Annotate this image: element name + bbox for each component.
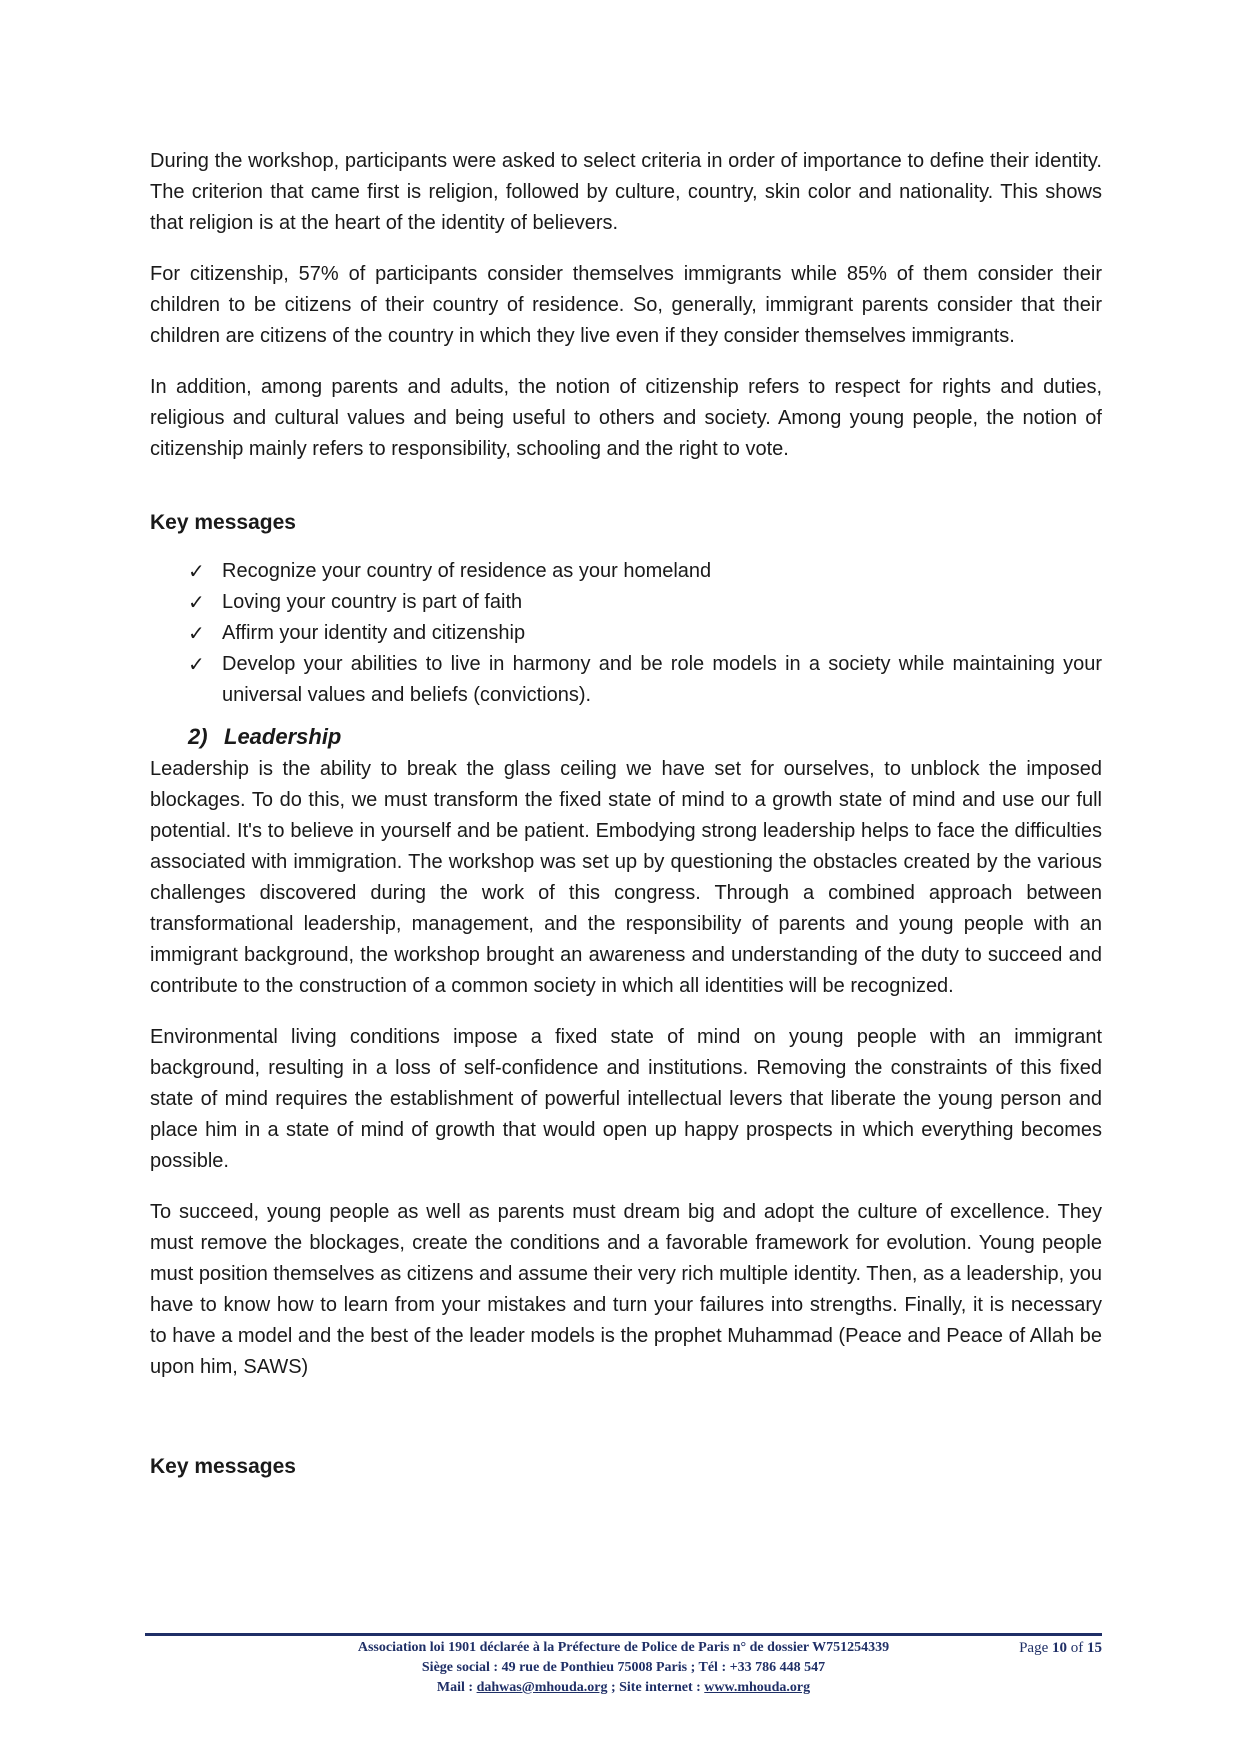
list-item [188,649,1102,711]
key-messages-list [150,556,1102,711]
footer-contact [145,1678,1102,1698]
page-of: of [1070,1640,1084,1656]
footer [145,1638,1102,1698]
paragraph: In addition, among parents and adults, the notion of citizenship refers to respect for rights and duties, religious and cultural values and being useful to others and society. Among young people, the notion of citizenship mainly refers to responsibility, schooling and the right to vote. [150,376,1102,460]
list-item-text: Develop your abilities to live in harmony and be role models in a society while maintaining your universal values and beliefs (convictions). [222,653,1102,706]
mail-label: Mail : [436,1680,477,1695]
list-item [188,587,1102,618]
checkmark-icon: ✓ [188,559,205,583]
website-link[interactable]: www.mhouda.org [704,1680,811,1695]
section-title [188,721,1102,752]
paragraph: For citizenship, 57% of participants consider themselves immigrants while 85% of them consider their children to be citizens of their country of residence. So, generally, immigrant parents consider that their children are citizens of the country in which they live even if they consider themselves immigrants. [150,263,1102,347]
page-number [1019,1638,1102,1658]
paragraph: Environmental living conditions impose a fixed state of mind on young people with an immigrant background, resulting in a loss of self-confidence and institutions. Removing the constraints of this fixed state of mind requires the establishment of powerful intellectual levers that liberate the young person and place him in a state of mind of growth that would open up happy prospects in which everything becomes possible. [150,1026,1102,1172]
page-content [150,146,1102,1482]
list-item-text: Affirm your identity and citizenship [222,622,526,644]
footer-registration: Association loi 1901 déclarée à la Préfecture de Police de Paris n° de dossier W751254339 [357,1640,890,1655]
paragraph: Leadership is the ability to break the glass ceiling we have set for ourselves, to unblock the imposed blockages. To do this, we must transform the fixed state of mind to a growth state of mind and use our full potential. It's to believe in yourself and be patient. Embodying strong leadership helps to face the difficulties associated with immigration. The workshop was set up by questioning the obstacles created by the various challenges discovered during the work of this congress. Through a combined approach between transformational leadership, management, and the responsibility of parents and young people with an immigrant background, the workshop brought an awareness and understanding of the duty to succeed and contribute to the construction of a common society in which all identities will be recognized. [150,758,1102,997]
footer-row [145,1638,1102,1658]
footer-divider [145,1633,1102,1636]
page-total: 15 [1087,1640,1102,1656]
section-title-text: Leadership [224,724,342,749]
key-messages-heading: Key messages [150,1455,296,1478]
list-item [188,556,1102,587]
section-number: 2) [188,724,208,749]
list-item [188,618,1102,649]
page-current: 10 [1052,1640,1067,1656]
paragraph: During the workshop, participants were asked to select criteria in order of importance to define their identity. The criterion that came first is religion, followed by culture, country, skin color and nationality. This shows that religion is at the heart of the identity of believers. [150,150,1102,234]
checkmark-icon: ✓ [188,621,205,645]
email-link[interactable]: dahwas@mhouda.org [476,1680,608,1695]
key-messages-heading: Key messages [150,511,296,534]
site-label: ; Site internet : [607,1680,705,1695]
checkmark-icon: ✓ [188,590,205,614]
footer-address: Siège social : 49 rue de Ponthieu 75008 Paris ; Tél : +33 786 448 547 [421,1660,826,1675]
list-item-text: Loving your country is part of faith [222,591,523,613]
list-item-text: Recognize your country of residence as your homeland [222,560,712,582]
checkmark-icon: ✓ [188,652,205,676]
paragraph: To succeed, young people as well as parents must dream big and adopt the culture of excellence. They must remove the blockages, create the conditions and a favorable framework for evolution. Young people must position themselves as citizens and assume their very rich multiple identity. Then, as a leadership, you have to know how to learn from your mistakes and turn your failures into strengths. Finally, it is necessary to have a model and the best of the leader models is the prophet Muhammad (Peace and Peace of Allah be upon him, SAWS) [150,1201,1102,1378]
page-label: Page [1019,1640,1049,1656]
